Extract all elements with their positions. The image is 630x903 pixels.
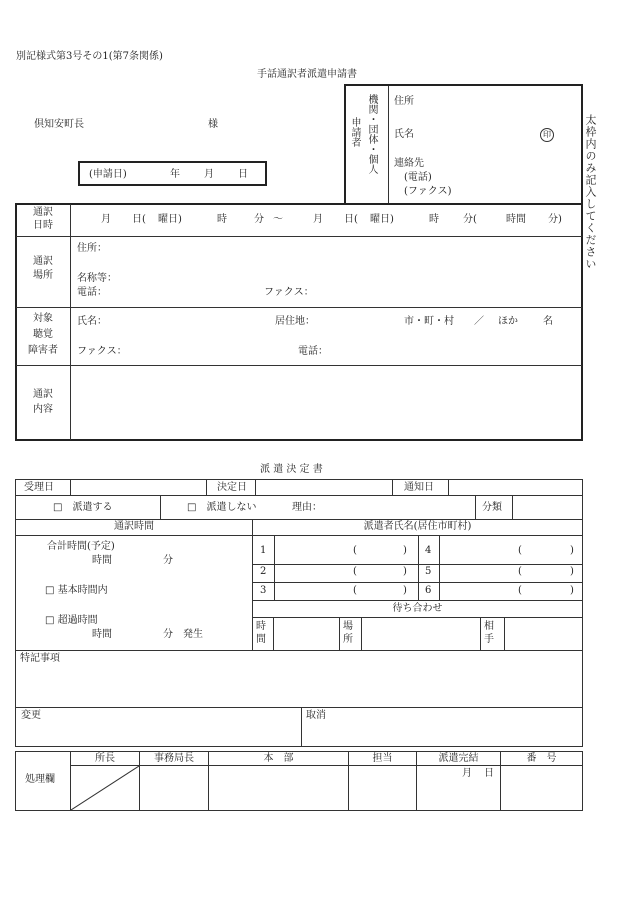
decided-date-field[interactable]: [256, 480, 392, 495]
dispatcher-no-1: 1: [260, 545, 267, 556]
datetime-label-1: 通訳: [33, 207, 53, 218]
secretary-header: 事務局長: [154, 753, 194, 764]
applicant-address-label: 住所: [394, 96, 414, 107]
meet-place-field[interactable]: [362, 618, 480, 650]
paren-close: ): [403, 545, 407, 556]
decision-title: 派 遣 決 定 書: [260, 464, 323, 475]
category-field[interactable]: [513, 496, 582, 519]
place-name-field[interactable]: 名称等：: [77, 273, 117, 284]
dt-minute-1: 分: [254, 214, 264, 225]
form-title: 手話通訳者派遣申請書: [257, 69, 357, 80]
dt-hour-1: 時: [217, 214, 227, 225]
seal-label: 印: [543, 130, 551, 139]
addressee: 倶知安町長: [34, 119, 84, 130]
change-label: 変更: [21, 710, 41, 721]
change-field[interactable]: [16, 724, 301, 747]
dt-month-2: 月: [313, 214, 323, 225]
dispatch-no-checkbox[interactable]: □ 派遣しない: [187, 502, 257, 513]
target-label-1: 対象: [33, 313, 53, 324]
processing-label: 処理欄: [25, 774, 55, 785]
director-header: 所長: [95, 753, 115, 764]
paren-close: ): [403, 585, 407, 596]
content-field[interactable]: [72, 367, 580, 439]
target-residence-field[interactable]: 居住地：: [275, 316, 315, 327]
target-label-3: 障害者: [28, 345, 58, 356]
decided-date-label: 決定日: [217, 482, 247, 493]
target-municipality: 市・町・村: [404, 316, 454, 327]
number-header: 番 号: [526, 753, 557, 764]
content-label-2: 内容: [33, 404, 53, 415]
meet-time-label-1: 時: [256, 621, 266, 632]
applicant-contact-label: 連絡先: [394, 158, 424, 169]
staff-header: 担当: [372, 753, 393, 764]
dispatcher-no-6: 6: [425, 585, 432, 596]
content-label-1: 通訳: [33, 389, 53, 400]
meet-time-field[interactable]: [274, 618, 339, 650]
applicant-tel-label: (電話): [404, 172, 432, 183]
datetime-label-2: 日時: [33, 220, 53, 231]
dispatcher-header: 派遣者氏名(居住市町村): [363, 521, 472, 532]
dt-day-1: 日(: [132, 214, 146, 225]
paren-open: (: [518, 585, 522, 596]
special-notes-label: 特記事項: [20, 653, 60, 664]
meet-time-label-2: 間: [256, 634, 266, 645]
target-slash: ／: [474, 316, 484, 327]
dispatch-yes-checkbox[interactable]: □ 派遣する: [53, 502, 113, 513]
hq-stamp-field[interactable]: [209, 766, 348, 810]
director-diagonal-line: [71, 766, 139, 810]
place-address-field[interactable]: 住所：: [77, 243, 107, 254]
applicant-type: 機関・団体・個人: [366, 94, 377, 174]
dt-day-2: 日(: [344, 214, 358, 225]
paren-close: ): [570, 585, 574, 596]
notified-date-field[interactable]: [449, 480, 582, 495]
place-fax-field[interactable]: ファクス：: [264, 287, 314, 298]
completed-day-label: 日: [484, 768, 494, 779]
reason-field[interactable]: 理由：: [292, 502, 322, 513]
paren-open: (: [353, 566, 357, 577]
overtime-checkbox[interactable]: □ 超過時間: [45, 615, 98, 626]
meet-partner-field[interactable]: [505, 618, 582, 650]
paren-open: (: [518, 545, 522, 556]
special-notes-field[interactable]: [16, 666, 582, 707]
application-date-label: (申請日): [89, 169, 127, 180]
application-month-label: 月: [204, 169, 214, 180]
number-field[interactable]: [501, 766, 582, 810]
target-other: ほか: [498, 316, 518, 327]
dt-month-1: 月: [101, 214, 111, 225]
target-name-field[interactable]: 氏名：: [77, 316, 107, 327]
meet-place-label-1: 場: [343, 621, 353, 632]
applicant-fax-label: (ファクス): [404, 186, 452, 197]
dt-duration-hours: 時間: [506, 214, 526, 225]
staff-stamp-field[interactable]: [349, 766, 416, 810]
dt-minute-2: 分(: [463, 214, 477, 225]
side-instruction: 太枠内のみ記入してください: [584, 114, 597, 270]
basic-time-checkbox[interactable]: □ 基本時間内: [45, 585, 108, 596]
dispatcher-no-2: 2: [260, 566, 267, 577]
dt-range-tilde: ～: [273, 214, 283, 225]
dt-weekday-1: 曜日): [158, 214, 182, 225]
total-hours-label: 時間: [92, 555, 112, 566]
applicant-box: [344, 84, 583, 204]
dt-weekday-2: 曜日): [370, 214, 394, 225]
paren-close: ): [403, 566, 407, 577]
target-label-2: 聴覚: [33, 329, 53, 340]
secretary-stamp-field[interactable]: [140, 766, 208, 810]
overtime-hours-label: 時間: [92, 629, 112, 640]
application-day-label: 日: [238, 169, 248, 180]
meeting-header: 待ち合わせ: [392, 603, 443, 614]
received-date-label: 受理日: [24, 482, 54, 493]
dt-hour-2: 時: [429, 214, 439, 225]
paren-close: ): [570, 545, 574, 556]
overtime-occur-label: 分 発生: [163, 629, 203, 640]
applicant-name-label: 氏名: [394, 129, 414, 140]
place-label-1: 通訳: [33, 256, 53, 267]
interp-time-header: 通訳時間: [114, 521, 154, 532]
paren-open: (: [353, 545, 357, 556]
target-tel-field[interactable]: 電話：: [298, 346, 328, 357]
meet-place-label-2: 所: [343, 634, 353, 645]
form-number: 別記様式第3号その1(第7条関係): [16, 51, 163, 62]
dispatcher-no-4: 4: [425, 545, 432, 556]
completed-month-label: 月: [462, 768, 472, 779]
application-date-box[interactable]: [78, 161, 267, 186]
place-label-2: 場所: [33, 270, 53, 281]
total-time-label: 合計時間(予定): [47, 541, 115, 552]
paren-close: ): [570, 566, 574, 577]
target-count: 名: [543, 316, 553, 327]
dispatcher-no-5: 5: [425, 566, 432, 577]
application-year-label: 年: [170, 169, 180, 180]
cancel-label: 取消: [306, 710, 326, 721]
completed-header: 派遣完結: [438, 753, 479, 764]
cancel-field[interactable]: [302, 724, 582, 747]
dt-duration-minutes: 分): [548, 214, 562, 225]
meet-partner-label-1: 相: [484, 621, 494, 632]
hq-header: 本 部: [263, 753, 294, 764]
paren-open: (: [353, 585, 357, 596]
received-date-field[interactable]: [71, 480, 206, 495]
total-minutes-label: 分: [163, 555, 173, 566]
place-tel-field[interactable]: 電話：: [77, 287, 107, 298]
target-fax-field[interactable]: ファクス：: [77, 346, 127, 357]
paren-open: (: [518, 566, 522, 577]
notified-date-label: 通知日: [404, 482, 434, 493]
meet-partner-label-2: 手: [484, 634, 494, 645]
addressee-honorific: 様: [208, 119, 218, 130]
dispatcher-no-3: 3: [260, 585, 267, 596]
seal-icon: [540, 128, 554, 142]
category-label: 分類: [482, 502, 502, 513]
applicant-label: 申請者: [349, 117, 360, 147]
